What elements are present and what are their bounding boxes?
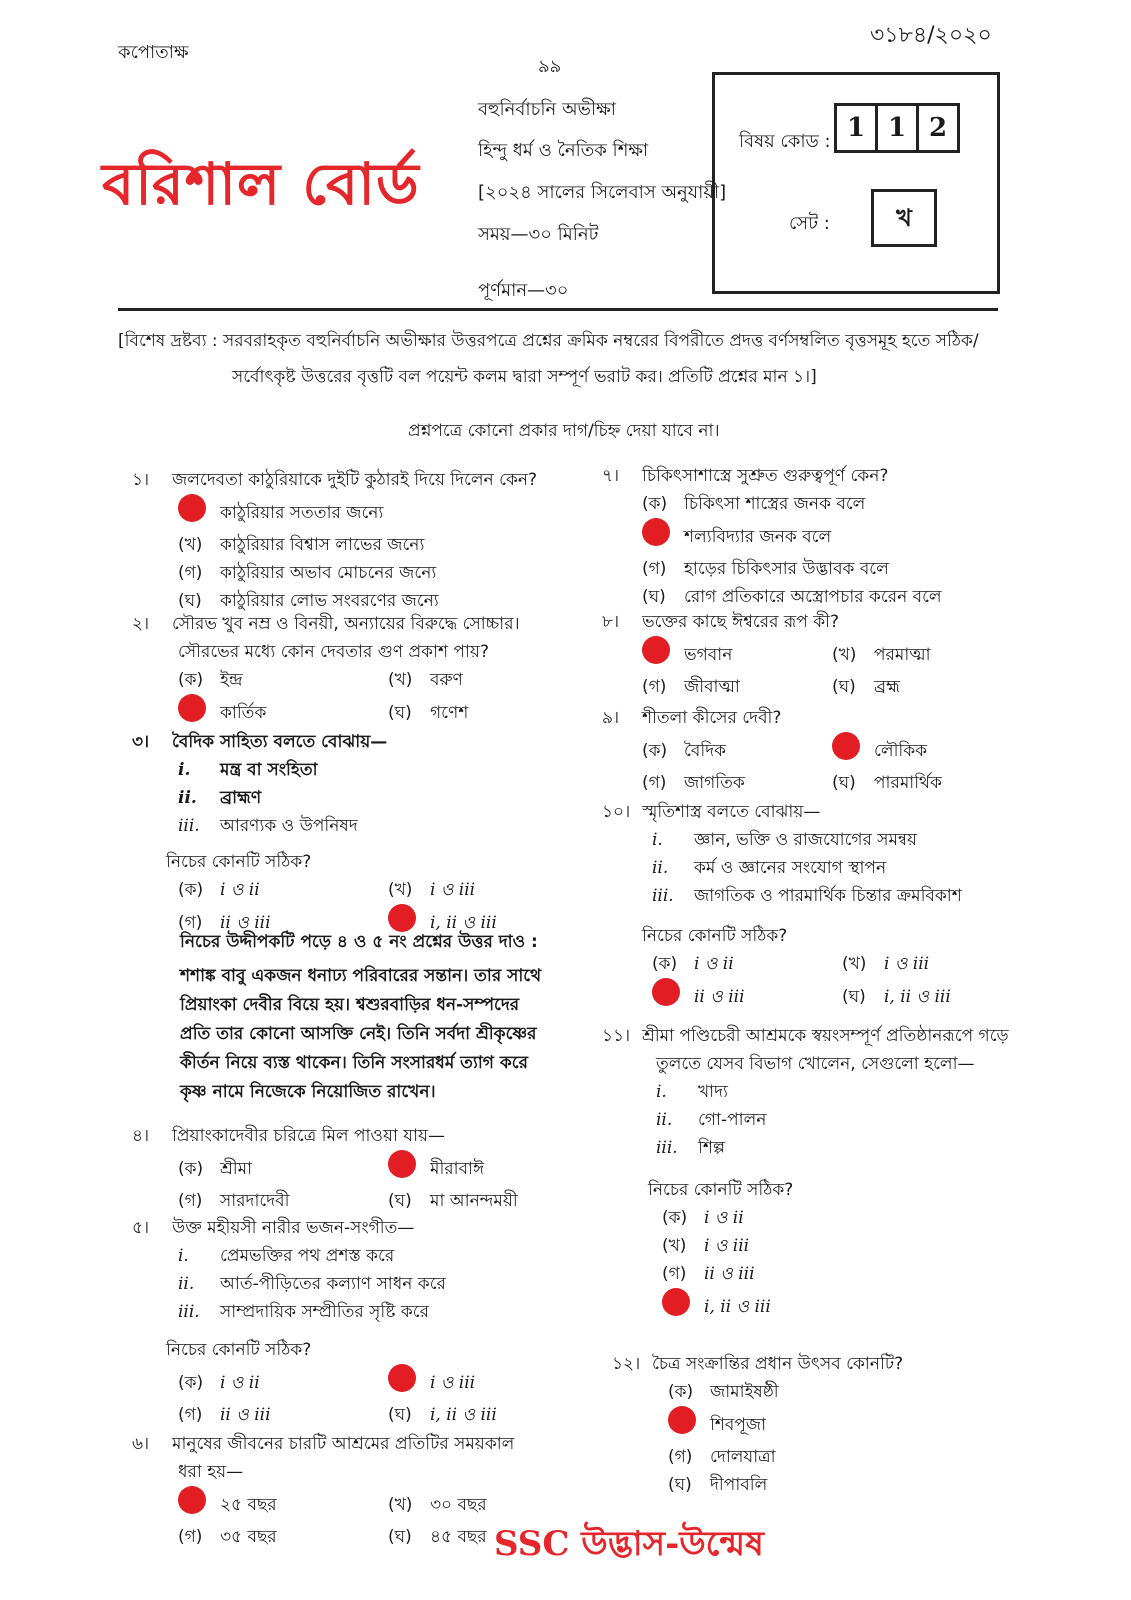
- question-text: চিকিৎসাশাস্ত্রে সুশ্রুত গুরুত্বপূর্ণ কেন?: [642, 466, 889, 486]
- statement-text: সাম্প্রদায়িক সম্প্রীতির সৃষ্টি করে: [220, 1302, 429, 1322]
- option-text: কাঠুরিয়ার লোভ সংবরণের জন্যে: [220, 591, 439, 611]
- answer-dot: [668, 1406, 696, 1434]
- subject-code-box: [712, 72, 1000, 294]
- option-text: ৩৫ বছর: [220, 1527, 277, 1547]
- option-label: (ক): [178, 1158, 204, 1179]
- option-label: (ঘ): [642, 587, 666, 607]
- question-number: ২।: [132, 614, 150, 634]
- option-text: জামাইষষ্ঠী: [710, 1382, 779, 1402]
- answer-dot: [388, 1364, 416, 1392]
- question-2: [132, 610, 572, 731]
- option-text: শল্যবিদ্যার জনক বলে: [684, 526, 832, 547]
- question-number: ১২।: [612, 1354, 641, 1374]
- option-label: (ক): [178, 880, 204, 900]
- option-text: ii ও iii: [220, 912, 271, 933]
- answer-dot: [642, 518, 670, 546]
- option-text: ২৫ বছর: [220, 1494, 277, 1515]
- stimulus-line: প্রতি তার কোনো আসক্তি নেই। তিনি সর্বদা শ্রীকৃষ্ণের: [180, 1024, 537, 1044]
- option-text: i ও iii: [430, 1372, 476, 1393]
- question-text: চৈত্র সংক্রান্তির প্রধান উৎসব কোনটি?: [652, 1354, 904, 1374]
- code-digit: 1: [875, 103, 919, 153]
- statement-text: জাগতিক ও পারমার্থিক চিন্তার ক্রমবিকাশ: [694, 886, 962, 906]
- statement-text: মন্ত্র বা সংহিতা: [220, 760, 318, 780]
- option-text: কাঠুরিয়ার বিশ্বাস লাভের জন্যে: [220, 535, 425, 555]
- set-label: সেট :: [789, 213, 830, 234]
- option-label: (ক): [662, 1208, 688, 1228]
- question-text: সৌরভ খুব নম্র ও বিনয়ী, অন্যায়ের বিরুদ্ধে সোচ্চার।: [172, 614, 520, 634]
- reference-number: ৩১৮৪/২০২০: [870, 23, 992, 48]
- header-divider: [118, 308, 998, 311]
- question-text: জলদেবতা কাঠুরিয়াকে দুইটি কুঠারই দিয়ে দিলেন কেন?: [172, 470, 538, 490]
- option-text: i, ii ও iii: [430, 912, 497, 933]
- option-text: i ও iii: [884, 954, 930, 974]
- answer-dot: [178, 694, 206, 722]
- option-text: i ও ii: [694, 954, 734, 974]
- question-number: ৭।: [602, 466, 620, 486]
- answer-dot: [642, 636, 670, 664]
- option-label: (ঘ): [388, 1405, 412, 1425]
- statement-label: ii.: [178, 1274, 195, 1294]
- stimulus-heading: নিচের উদ্দীপকটি পড়ে ৪ ও ৫ নং প্রশ্নের উত্তর দাও :: [180, 932, 538, 952]
- option-text: দীপাবলি: [710, 1475, 768, 1495]
- option-label: (ঘ): [388, 702, 412, 723]
- option-text: জীবাত্মা: [684, 677, 740, 697]
- option-label: (গ): [178, 1405, 203, 1425]
- question-number: ৮।: [602, 612, 620, 632]
- option-text: i ও iii: [704, 1236, 750, 1256]
- option-text: ii ও iii: [694, 986, 745, 1007]
- option-label: (খ): [388, 670, 413, 690]
- statement-label: iii.: [652, 886, 674, 906]
- option-label: (ক): [668, 1382, 694, 1402]
- option-text: i ও iii: [430, 880, 476, 900]
- option-label: (ঘ): [388, 1191, 412, 1211]
- option-text: চিকিৎসা শাস্ত্রের জনক বলে: [684, 494, 866, 514]
- question-text: ধরা হয়—: [178, 1462, 244, 1482]
- question-text: শীতলা কীসের দেবী?: [642, 708, 782, 728]
- option-text: কাঠুরিয়ার অভাব মোচনের জন্যে: [220, 563, 437, 583]
- footer-brand: SSC উদ্ভাস-উন্মেষ: [494, 1524, 764, 1564]
- option-label: (ক): [642, 740, 668, 761]
- which-correct-prompt: নিচের কোনটি সঠিক?: [166, 1340, 312, 1360]
- answer-dot: [652, 978, 680, 1006]
- no-mark-notice: প্রশ্নপত্রে কোনো প্রকার দাগ/চিহ্ন দেয়া যাবে না।: [408, 421, 720, 441]
- option-label: (ক): [642, 494, 668, 514]
- question-number: ৯।: [602, 708, 620, 728]
- time-limit: সময়—৩০ মিনিট: [478, 224, 599, 245]
- option-text: ব্রহ্ম: [874, 677, 900, 697]
- option-text: ইন্দ্র: [220, 670, 243, 690]
- option-text: i ও ii: [220, 1372, 260, 1393]
- statement-text: খাদ্য: [698, 1082, 728, 1102]
- question-text: উক্ত মহীয়সী নারীর ভজন-সংগীত—: [172, 1218, 415, 1238]
- code-digit: 2: [916, 103, 960, 153]
- option-label: (খ): [832, 644, 857, 665]
- option-text: ii ও iii: [220, 1405, 271, 1425]
- option-text: i ও ii: [704, 1208, 744, 1228]
- instruction-line-2: সর্বোৎকৃষ্ট উত্তরের বৃত্তটি বল পয়েন্ট কলম দ্বারা সম্পূর্ণ ভরাট কর। প্রতিটি প্রশ্নের মান ১।]: [232, 367, 817, 387]
- statement-text: জ্ঞান, ভক্তি ও রাজযোগের সমন্বয়: [694, 830, 917, 850]
- option-text: গণেশ: [430, 702, 469, 723]
- question-12: [612, 1350, 1032, 1499]
- question-number: ১।: [132, 470, 150, 490]
- statement-label: iii.: [178, 816, 200, 836]
- question-10: [602, 798, 1022, 1015]
- option-text: পারমার্থিক: [874, 773, 942, 793]
- question-4: [132, 1122, 572, 1215]
- option-text: জাগতিক: [684, 773, 745, 793]
- option-label: (ক): [178, 670, 204, 690]
- option-text: i, ii ও iii: [430, 1405, 497, 1425]
- option-label: (ক): [178, 1372, 204, 1393]
- option-text: মা আনন্দময়ী: [430, 1191, 518, 1211]
- stimulus-line: শশাঙ্ক বাবু একজন ধনাঢ্য পরিবারের সন্তান। তার সাথে: [180, 966, 542, 986]
- option-text: বৈদিক: [684, 740, 727, 761]
- statement-label: ii.: [178, 788, 197, 808]
- answer-dot: [178, 1486, 206, 1514]
- option-label: (গ): [668, 1447, 693, 1467]
- option-text: ৪৫ বছর: [430, 1527, 487, 1547]
- stimulus-line: প্রিয়াংকা দেবীর বিয়ে হয়। শ্বশুরবাড়ির ধন-সম্পদের: [180, 995, 520, 1015]
- question-number: ১০।: [602, 802, 631, 822]
- option-text: ভগবান: [684, 644, 733, 665]
- statement-label: iii.: [178, 1302, 200, 1322]
- question-number: ৩।: [132, 732, 150, 752]
- syllabus-note: [২০২৪ সালের সিলেবাস অনুযায়ী]: [478, 182, 727, 203]
- option-text: লৌকিক: [874, 740, 928, 761]
- answer-dot: [388, 1150, 416, 1178]
- option-text: পরমাত্মা: [874, 644, 931, 665]
- option-label: (গ): [178, 912, 203, 933]
- option-label: (গ): [178, 563, 203, 583]
- statement-label: i.: [652, 830, 663, 850]
- question-3: [132, 728, 572, 941]
- option-label: (গ): [642, 559, 667, 579]
- question-number: ৪।: [132, 1126, 150, 1146]
- stimulus-line: কীর্তন নিয়ে ব্যস্ত থাকেন। তিনি সংসারধর্ম ত্যাগ করে: [180, 1053, 528, 1073]
- subject-code-digits: [837, 103, 960, 153]
- question-text: ভক্তের কাছে ঈশ্বরের রূপ কী?: [642, 612, 839, 632]
- option-text: হাড়ের চিকিৎসার উদ্ভাবক বলে: [684, 559, 889, 579]
- board-title: বরিশাল বোর্ড: [102, 150, 420, 218]
- option-label: (ঘ): [388, 1527, 412, 1547]
- option-label: (ঘ): [178, 591, 202, 611]
- stimulus-line: কৃষ্ণ নামে নিজেকে নিয়োজিত রাখেন।: [180, 1082, 436, 1102]
- which-correct-prompt: নিচের কোনটি সঠিক?: [648, 1180, 794, 1200]
- option-text: দোলযাত্রা: [710, 1447, 776, 1467]
- question-number: ১১।: [602, 1026, 631, 1046]
- question-9: [602, 704, 1022, 797]
- page-number: ৯৯: [538, 56, 562, 77]
- question-number: ৬।: [132, 1434, 150, 1454]
- statement-text: শিল্প: [698, 1138, 726, 1158]
- option-label: (ঘ): [842, 986, 866, 1007]
- question-text: সৌরভের মধ্যে কোন দেবতার গুণ প্রকাশ পায়?: [178, 642, 489, 662]
- question-text: মানুষের জীবনের চারটি আশ্রমের প্রতিটির সময়কাল: [172, 1434, 515, 1454]
- option-label: (গ): [178, 1527, 203, 1547]
- option-label: (খ): [388, 1494, 413, 1515]
- statement-label: ii.: [656, 1110, 673, 1130]
- instruction-line-1: [বিশেষ দ্রষ্টব্য : সরবরাহকৃত বহুনির্বাচনি অভীক্ষার উত্তরপত্রে প্রশ্নের ক্রমিক নম্বরের বিপরীতে প্রদত্ত বর্ণসম্বলিত বৃত্তসমূহ হতে সঠিক/: [118, 331, 979, 351]
- subject-code-label: বিষয় কোড :: [739, 131, 831, 152]
- option-label: (ক): [652, 954, 678, 974]
- option-text: i, ii ও iii: [884, 986, 951, 1007]
- question-11: [602, 1022, 1032, 1325]
- option-text: শিবপূজা: [710, 1414, 767, 1435]
- question-7: [602, 462, 1022, 611]
- which-correct-prompt: নিচের কোনটি সঠিক?: [166, 852, 312, 872]
- full-marks: পূর্ণমান—৩০: [478, 280, 569, 301]
- option-text: মীরাবাঈ: [430, 1158, 485, 1179]
- statement-text: আর্ত-পীড়িতের কল্যাণ সাধন করে: [220, 1274, 446, 1294]
- publisher-tag: কপোতাক্ষ: [118, 42, 189, 63]
- question-text: স্মৃতিশাস্ত্র বলতে বোঝায়—: [642, 802, 821, 822]
- set-value: খ: [871, 189, 937, 247]
- option-label: (গ): [662, 1264, 687, 1284]
- option-text: শ্রীমা: [220, 1158, 253, 1179]
- option-text: ii ও iii: [704, 1264, 755, 1284]
- option-text: বরুণ: [430, 670, 463, 690]
- option-text: কাঠুরিয়ার সততার জন্যে: [220, 502, 384, 523]
- option-label: (খ): [842, 954, 867, 974]
- question-8: [602, 608, 1022, 701]
- option-text: i ও ii: [220, 880, 260, 900]
- code-digit: 1: [834, 103, 878, 153]
- option-label: (গ): [642, 773, 667, 793]
- option-label: (খ): [662, 1236, 687, 1256]
- answer-dot: [178, 494, 206, 522]
- option-label: (খ): [388, 880, 413, 900]
- option-text: i, ii ও iii: [704, 1296, 771, 1317]
- statement-label: i.: [178, 760, 191, 780]
- question-1: [132, 466, 572, 615]
- statement-text: কর্ম ও জ্ঞানের সংযোগ স্থাপন: [694, 858, 887, 878]
- statement-text: গো-পালন: [698, 1110, 767, 1130]
- question-5: [132, 1214, 572, 1429]
- statement-label: i.: [656, 1082, 667, 1102]
- option-text: সারদাদেবী: [220, 1191, 290, 1211]
- option-text: কার্তিক: [220, 702, 267, 723]
- option-label: (গ): [642, 677, 667, 697]
- option-label: (ঘ): [832, 677, 856, 697]
- statement-label: ii.: [652, 858, 669, 878]
- option-text: রোগ প্রতিকারে অস্ত্রোপচার করেন বলে: [684, 587, 942, 607]
- question-text: তুলতে যেসব বিভাগ খোলেন, সেগুলো হলো—: [656, 1054, 975, 1074]
- question-number: ৫।: [132, 1218, 150, 1238]
- question-text: প্রিয়াংকাদেবীর চরিত্রে মিল পাওয়া যায়—: [172, 1126, 446, 1146]
- question-text: বৈদিক সাহিত্য বলতে বোঝায়—: [172, 732, 388, 752]
- option-label: (ঘ): [832, 773, 856, 793]
- option-label: (গ): [178, 1191, 203, 1211]
- statement-text: ব্রাহ্মণ: [220, 788, 262, 808]
- answer-dot: [832, 732, 860, 760]
- option-label: (ঘ): [668, 1475, 692, 1495]
- answer-dot: [662, 1288, 690, 1316]
- statement-text: আরণ্যক ও উপনিষদ: [220, 816, 358, 836]
- option-label: (খ): [178, 535, 203, 555]
- option-text: ৩০ বছর: [430, 1494, 487, 1515]
- question-text: শ্রীমা পণ্ডিচেরী আশ্রমকে স্বয়ংসম্পূর্ণ প্রতিষ্ঠানরূপে গড়ে: [642, 1026, 1009, 1046]
- which-correct-prompt: নিচের কোনটি সঠিক?: [642, 926, 788, 946]
- statement-label: i.: [178, 1246, 189, 1266]
- exam-type: বহুনির্বাচনি অভীক্ষা: [478, 99, 616, 120]
- stimulus-passage: [180, 928, 580, 1107]
- subject-name: হিন্দু ধর্ম ও নৈতিক শিক্ষা: [478, 140, 649, 161]
- statement-text: প্রেমভক্তির পথ প্রশস্ত করে: [220, 1246, 395, 1266]
- statement-label: iii.: [656, 1138, 678, 1158]
